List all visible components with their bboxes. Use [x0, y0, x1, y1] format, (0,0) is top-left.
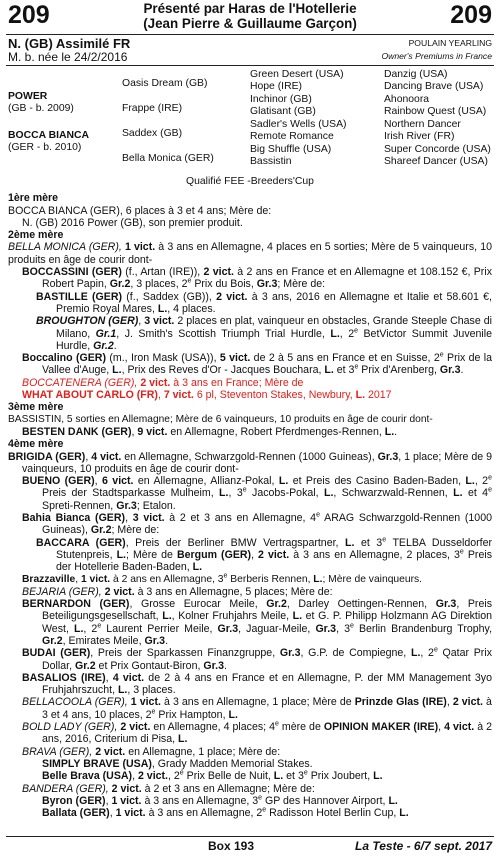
lot-number-right: 209 [450, 1, 492, 29]
produce-boccalino: Boccalino (GER) (m., Iron Mask (USA)), 5 vict. de 2 à 5 ans en France et en Suisse, 2e Prix de la Vallee d'Auge, L., Prix des Reves d'Or - Jacques Bouchara, L. et 3e Prix d'Arenberg, Gr.3. [22, 351, 492, 377]
pedigree-g1-1: Frappe (IRE) [122, 103, 183, 114]
pedigree-g2-7: Bassistin [250, 156, 292, 167]
pedigree-table [0, 66, 500, 174]
pedigree-g3-7: Shareef Dancer (USA) [384, 156, 488, 167]
sale-venue-date: La Teste - 6/7 sept. 2017 [355, 839, 492, 853]
section-1ere-mere: 1ère mère [8, 192, 59, 205]
produce-bueno: BUENO (GER), 6 vict. en Allemagne, Allianz-Pokal, L. et Preis des Casino Baden-Baden, L., 2e Preis der Stadtsparkasse Mulheim, L., 3e Jacobs-Pokal, L., Schwarzwald-Rennen, L. et 4e Spreti-Rennen, Gr.3; Etalon. [22, 474, 492, 512]
pedigree-g1-3: Bella Monica (GER) [122, 153, 214, 164]
sire-name: POWER [8, 91, 48, 102]
pedigree-g3-5: Irish River (FR) [384, 131, 455, 142]
produce-baccara: BACCARA (GER), Preis der Berliner BMW Vertragspartner, L. et 3e TELBA Dusseldorfer Stutenpreis, L.; Mère de Bergum (GER), 2 vict. à 3 ans en Allemagne, 2 places, 3e Preis der Hotellerie Baden-Baden, L. [36, 536, 492, 574]
dam-line: BOCCA BIANCA (GER), 6 places à 3 et 4 ans; Mère de: [8, 204, 272, 217]
produce-byron: Byron (GER), 1 vict. à 3 ans en Allemagne, 3e GP des Hannover Airport, L. [42, 794, 398, 807]
produce-broughton: BROUGHTON (GER), 3 vict. 2 places en plat, vainqueur en obstacles, Grande Steeple Chase di Milano, Gr.1, J. Smith's Scottish Triumph Trial Hurdle, L., 2e BetVictor Summit Juvenile Hurdle, Gr.2. [36, 315, 493, 352]
pedigree-g2-3: Glatisant (GB) [250, 106, 316, 117]
pedigree-g3-6: Super Concorde (USA) [384, 144, 491, 155]
produce-ballata: Ballata (GER), 1 vict. à 3 ans en Allemagne, 2e Radisson Hotel Berlin Cup, L. [42, 806, 409, 820]
pedigree-g2-6: Big Shuffle (USA) [250, 144, 332, 155]
dam-desc: (GER - b. 2010) [8, 142, 82, 153]
dam-name: BOCCA BIANCA [8, 130, 90, 141]
horse-description: M. b. née le 24/2/2016 [8, 50, 128, 64]
produce-bernardon: BERNARDON (GER), Grosse Eurocar Meile, Gr.2, Darley Oettingen-Rennen, Gr.3, Preis Beteiligungsgesellschaft, L., Kolner Fruhjahrs Meile, L. et G. P. Philipp Holzmann AG Direktion West, L., 2e Laurent Perrier Meile, Gr.3, Jaguar-Meile, Gr.3, 3e Berlin Brandenburg Trophy, Gr.2, Emirates Meile, Gr.3. [22, 598, 493, 647]
catalogue-body [0, 192, 500, 819]
pedigree-g3-2: Ahonoora [384, 94, 430, 105]
section-4eme-mere: 4ème mère [8, 438, 64, 451]
section-3eme-mere: 3ème mère [8, 401, 64, 414]
produce-brigida: BRIGIDA (GER), 4 vict. en Allemagne, Schwarzgold-Rennen (1000 Guineas), Gr.3, 1 place; Mère de 9 vainqueurs, 10 produits en âge de courir dont- [8, 450, 492, 475]
pedigree-g1-0: Oasis Dream (GB) [122, 78, 208, 89]
pedigree-g3-1: Dancing Brave (USA) [384, 81, 484, 92]
produce-boccassini: BOCCASSINI (GER) (f., Artan (IRE)), 2 vict. à 2 ans en France et en Allemagne et 108.152 €, Prix Robert Papin, Gr.2, 3 places, 2e Prix du Bois, Gr.3; Mère de: [22, 266, 492, 291]
consignor-line-2: (Jean Pierre & Guillaume Garçon) [143, 16, 357, 31]
pedigree-g2-1: Hope (IRE) [250, 81, 302, 92]
produce-belle-brava: Belle Brava (USA), 2 vict., 2e Prix Belle de Nuit, L. et 3e Prix Joubert, L. [42, 769, 383, 783]
produce-bahia-bianca: Bahia Bianca (GER), 3 vict. à 2 et 3 ans en Allemagne, 4e ARAG Schwarzgold-Rennen (1000 Guineas), Gr.2; Mère de: [22, 511, 492, 537]
pedigree-g3-0: Danzig (USA) [384, 69, 448, 80]
page-header [0, 0, 500, 34]
footer-divider [6, 836, 494, 837]
produce-boccatenera: BOCCATENERA (GER), 2 vict. à 3 ans en France; Mère de [22, 376, 304, 389]
section-2eme-mere: 2ème mère [8, 229, 64, 242]
lot-number-left: 209 [8, 1, 50, 29]
produce-bastille: BASTILLE (GER) (f., Saddex (GB)), 2 vict. à 3 ans, 2016 en Allemagne et Italie et 58.601 €, Premio Royal Mares, L., 4 places. [36, 290, 492, 315]
produce-bejaria: BEJARIA (GER), 2 vict. à 3 ans en Allemagne, 5 places; Mère de: [22, 585, 333, 598]
sire-desc: (GB - b. 2009) [8, 103, 74, 114]
owner-premium: Owner's Premiums in France [381, 51, 492, 61]
pedigree-g1-2: Saddex (GB) [122, 128, 183, 139]
pedigree-g2-2: Inchinor (GB) [250, 94, 312, 105]
produce-brava: BRAVA (GER), 2 vict. en Allemagne, 1 place; Mère de: [22, 745, 281, 758]
produce-besten-dank: BESTEN DANK (GER), 9 vict. en Allemagne, Robert Pferdmenges-Rennen, L.. [22, 425, 398, 438]
produce-budai: BUDAI (GER), Preis der Sparkassen Finanzgruppe, Gr.3, G.P. de Compiegne, L., 2e Qatar Prix Dollar, Gr.2 et Prix Gontaut-Biron, Gr.3. [22, 646, 492, 672]
produce-what-about-carlo: WHAT ABOUT CARLO (FR), 7 vict. 6 pl, Steventon Stakes, Newbury, L. 2017 [22, 389, 392, 402]
pedigree-g3-4: Northern Dancer [384, 119, 461, 130]
dam-produce: N. (GB) 2016 Power (GB), son premier produit. [22, 216, 243, 229]
pedigree-g2-4: Sadler's Wells (USA) [250, 119, 347, 130]
produce-simply-brave: SIMPLY BRAVE (USA), Grady Madden Memorial Stakes. [42, 757, 313, 770]
horse-name: N. (GB) Assimilé FR [8, 36, 131, 51]
consignor-title [70, 1, 430, 31]
pedigree-g2-5: Remote Romance [250, 131, 334, 142]
consignor-line-1: Présenté par Haras de l'Hotellerie [143, 1, 357, 16]
box-number: Box 193 [208, 839, 255, 853]
third-dam-line: BASSISTIN, 5 sorties en Allemagne; Mère de 6 vainqueurs, 10 produits en âge de courir dont- [8, 413, 433, 425]
pedigree-g2-0: Green Desert (USA) [250, 69, 344, 80]
page-footer [8, 840, 492, 856]
horse-info [0, 35, 500, 65]
qualification: Qualifié FEE -Breeders'Cup [186, 176, 314, 187]
produce-bellacoola: BELLACOOLA (GER), 1 vict. à 3 ans en Allemagne, 1 place; Mère de Prinzde Glas (IRE), 2 vict. à 3 et 4 ans, 10 places, 2e Prix Hampton, L. [22, 696, 492, 721]
produce-basalios: BASALIOS (IRE), 4 vict. de 2 à 4 ans en France et en Allemagne, P. der MM Management 3yo Fruhjahrszucht, L., 3 places. [22, 671, 492, 697]
pedigree-g3-3: Rainbow Quest (USA) [384, 106, 487, 117]
produce-brazzaville: Brazzaville, 1 vict. à 2 ans en Allemagne, 3e Berberis Rennen, L.; Mère de vainqueurs. [22, 572, 423, 585]
granddam-line: BELLA MONICA (GER), 1 vict. à 3 ans en Allemagne, 4 places en 5 sorties; Mère de 5 vainqueurs, 10 produits en âge de courir dont- [8, 241, 492, 266]
horse-category: POULAIN YEARLING [408, 38, 492, 48]
produce-bandera: BANDERA (GER), 2 vict. à 2 et 3 ans en Allemagne; Mère de: [22, 782, 315, 795]
produce-bold-lady: BOLD LADY (GER), 2 vict. en Allemagne, 4 places; 4e mère de OPINION MAKER (IRE), 4 vict. à 2 ans, 2016, Criterium di Pisa, L. [22, 720, 493, 746]
